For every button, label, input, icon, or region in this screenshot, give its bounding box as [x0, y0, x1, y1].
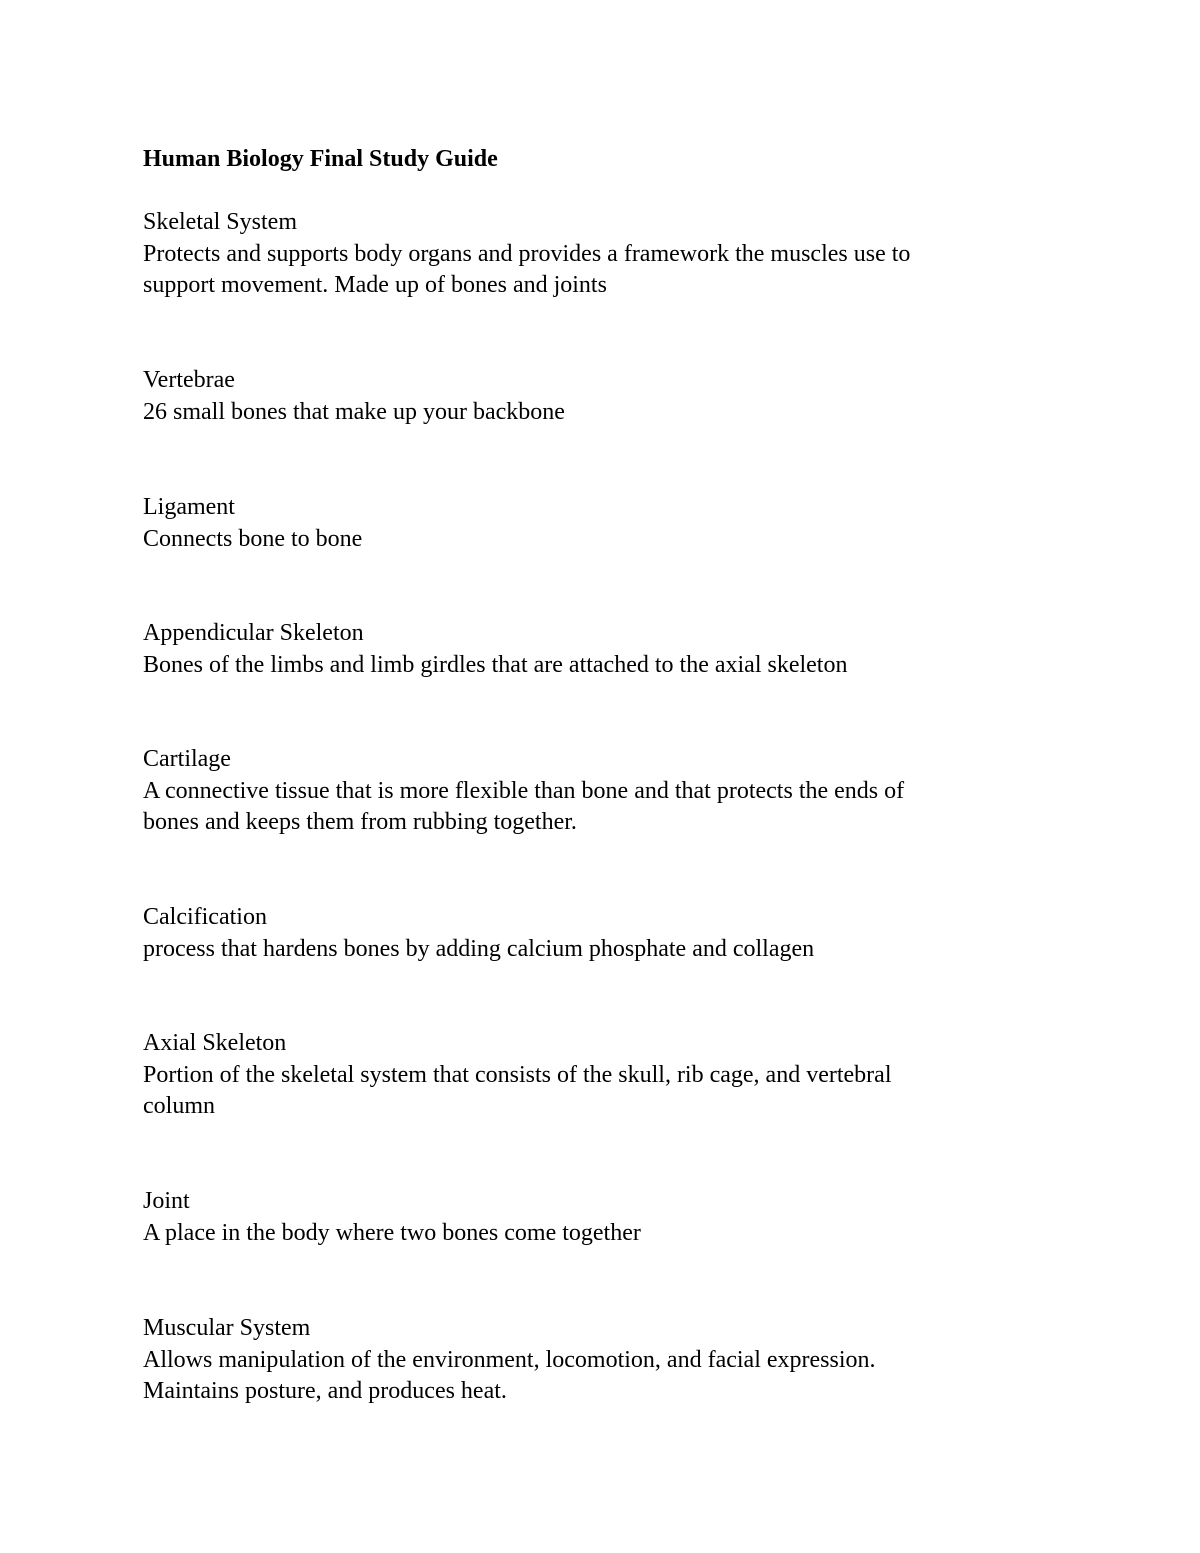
definition-line: process that hardens bones by adding calcium phosphate and collagen: [143, 935, 815, 962]
definition-line: Bones of the limbs and limb girdles that are attached to the axial skeleton: [143, 651, 848, 678]
term-label: Muscular System: [143, 1315, 311, 1341]
definition-line: Allows manipulation of the environment, locomotion, and facial expression.: [143, 1346, 876, 1373]
term-label: Skeletal System: [143, 209, 297, 235]
entry-appendicular-skeleton: [143, 618, 1043, 681]
entry-muscular-system: [143, 1313, 1043, 1408]
definition-line: support movement. Made up of bones and joints: [143, 272, 607, 298]
definition-line: A place in the body where two bones come together: [143, 1219, 641, 1246]
definition-text: [143, 1218, 1043, 1250]
definition-text: [143, 397, 1043, 429]
term-label: Appendicular Skeleton: [143, 620, 364, 646]
term-label: Joint: [143, 1188, 190, 1214]
document-title: Human Biology Final Study Guide: [143, 146, 498, 172]
entry-cartilage: [143, 744, 1043, 839]
entry-joint: [143, 1186, 1043, 1249]
term-label: Calcification: [143, 904, 267, 930]
entry-skeletal-system: [143, 207, 1043, 302]
definition-text: [143, 1345, 1043, 1408]
entry-axial-skeleton: [143, 1028, 1043, 1123]
definition-line: Maintains posture, and produces heat.: [143, 1378, 507, 1404]
definition-line: column: [143, 1093, 215, 1119]
definition-line: bones and keeps them from rubbing together.: [143, 809, 577, 835]
term-label: Axial Skeleton: [143, 1030, 287, 1056]
definition-line: A connective tissue that is more flexible than bone and that protects the ends of: [143, 777, 905, 804]
definition-line: 26 small bones that make up your backbone: [143, 398, 565, 425]
definition-line: Portion of the skeletal system that consists of the skull, rib cage, and vertebral: [143, 1061, 892, 1088]
definition-line: Protects and supports body organs and provides a framework the muscles use to: [143, 240, 911, 267]
definition-line: Connects bone to bone: [143, 525, 363, 552]
term-label: Ligament: [143, 494, 235, 520]
definition-text: [143, 650, 1043, 682]
entry-calcification: [143, 902, 1043, 965]
term-label: Cartilage: [143, 746, 231, 772]
entry-ligament: [143, 492, 1043, 555]
definition-text: [143, 1060, 1043, 1123]
term-label: Vertebrae: [143, 367, 235, 393]
definition-text: [143, 239, 1043, 302]
definition-text: [143, 524, 1043, 556]
definition-text: [143, 934, 1043, 966]
definition-text: [143, 776, 1043, 839]
entry-vertebrae: [143, 365, 1043, 428]
